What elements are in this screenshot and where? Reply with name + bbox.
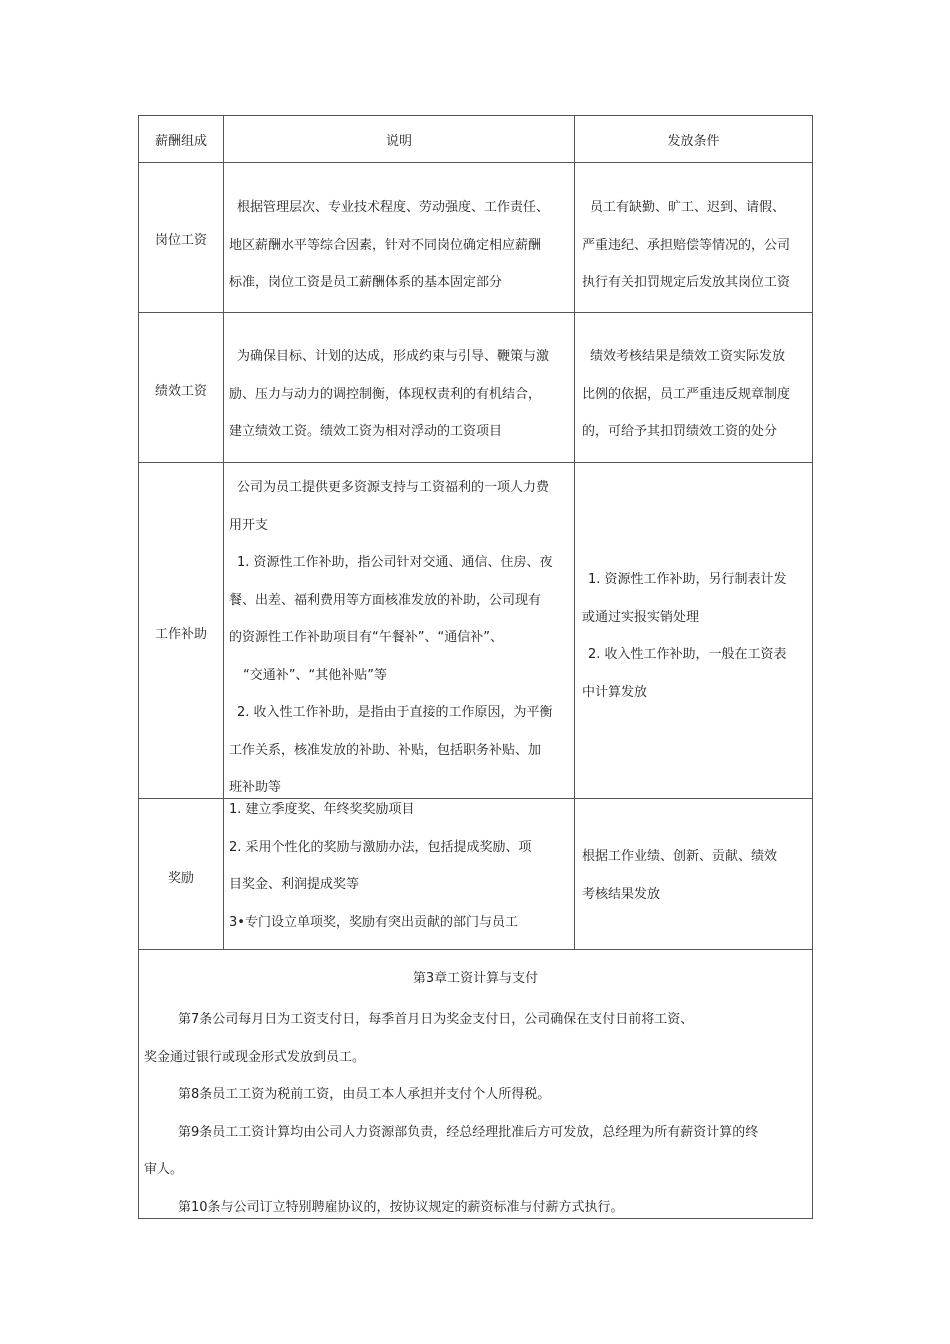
text-line: 严重违纪、承担赔偿等情况的，公司 [582, 237, 791, 253]
row-label-performance-wage: 绩效工资 [154, 384, 207, 399]
text-line: 餐、出差、福利费用等方面核准发放的补助，公司现有 [229, 592, 542, 608]
text-line: 标准，岗位工资是员工薪酬体系的基本固定部分 [229, 275, 503, 290]
text-line: 比例的依据，员工严重违反规章制度 [582, 386, 791, 402]
text-line: 2. 收入性工作补助，是指由于直接的工作原因，为平衡 [237, 705, 553, 720]
row-description [229, 189, 549, 302]
text-line: 1. 建立季度奖、年终奖奖励项目 [229, 802, 415, 817]
text-line: 用开支 [229, 517, 269, 533]
header-description: 说明 [385, 134, 412, 149]
row-label-reward: 奖励 [167, 871, 194, 886]
text-line: 的，可给予其扣罚绩效工资的处分 [582, 424, 778, 439]
text-line: 目奖金、利润提成奖等 [229, 877, 360, 892]
text-line: 为确保目标、计划的达成，形成约束与引导、鞭策与激 [237, 349, 550, 364]
header-component: 薪酬组成 [154, 134, 207, 149]
row-divider [138, 949, 813, 950]
text-line: 2. 收入性工作补助，一般在工资表 [588, 647, 787, 662]
text-line: “交通补”、“其他补贴”等 [243, 667, 387, 683]
article-7-line-1: 第7条公司每月日为工资支付日，每季首月日为奖金支付日，公司确保在支付日前将工资、 [178, 1012, 694, 1027]
text-line: 地区薪酬水平等综合因素，针对不同岗位确定相应薪酬 [229, 237, 542, 253]
row-description [229, 791, 532, 941]
text-line: 励、压力与动力的调控制衡，体现权责利的有机结合， [229, 386, 542, 402]
row-divider [138, 462, 813, 463]
text-line: 1. 资源性工作补助，另行制表计发 [588, 572, 787, 587]
text-line: 班补助等 [229, 780, 282, 795]
text-line: 建立绩效工资。绩效工资为相对浮动的工资项目 [229, 424, 503, 439]
text-line: 的资源性工作补助项目有“午餐补”、“通信补”、 [229, 630, 503, 645]
text-line: 工作关系，核准发放的补助、补贴，包括职务补贴、加 [229, 742, 542, 758]
chapter-title: 第3章工资计算与支付 [412, 971, 539, 986]
article-9-line-1: 第9条员工工资计算均由公司人力资源部负责，经总经理批准后方可发放，总经理为所有薪资计算的终 [178, 1125, 759, 1140]
article-9-line-2: 审人。 [144, 1162, 184, 1177]
text-line: 考核结果发放 [582, 886, 661, 902]
row-condition [582, 838, 777, 913]
text-line: 员工有缺勤、旷工、迟到、请假、 [590, 200, 786, 215]
header-condition: 发放条件 [667, 134, 720, 149]
row-divider [138, 312, 813, 313]
text-line: 绩效考核结果是绩效工资实际发放 [590, 349, 786, 364]
article-7-line-2: 奖金通过银行或现金形式发放到员工。 [144, 1050, 366, 1065]
row-label-position-wage: 岗位工资 [154, 233, 207, 248]
col-divider-1 [223, 115, 224, 949]
text-line: 2. 采用个性化的奖励与激励办法，包括提成奖励、项 [229, 839, 532, 855]
text-line: 执行有关扣罚规定后发放其岗位工资 [582, 275, 791, 290]
row-description [229, 338, 549, 451]
row-condition [582, 189, 790, 302]
article-8: 第8条员工工资为税前工资，由员工本人承担并支付个人所得税。 [178, 1087, 551, 1102]
text-line: 根据管理层次、专业技术程度、劳动强度、工作责任、 [237, 200, 550, 215]
row-description [229, 469, 553, 807]
text-line: 3•专门设立单项奖，奖励有突出贡献的部门与员工 [229, 914, 518, 930]
text-line: 1. 资源性工作补助，指公司针对交通、通信、住房、夜 [237, 555, 553, 570]
text-line: 根据工作业绩、创新、贡献、绩效 [582, 849, 778, 864]
article-10: 第10条与公司订立特别聘雇协议的，按协议规定的薪资标准与付薪方式执行。 [178, 1200, 624, 1215]
row-condition [582, 561, 787, 711]
row-condition [582, 338, 790, 451]
text-line: 中计算发放 [582, 684, 648, 700]
text-line: 公司为员工提供更多资源支持与工资福利的一项人力费 [237, 480, 550, 495]
text-line: 或通过实报实销处理 [582, 609, 700, 625]
row-divider [138, 162, 813, 163]
col-divider-2 [574, 115, 575, 949]
row-label-work-subsidy: 工作补助 [154, 627, 207, 642]
